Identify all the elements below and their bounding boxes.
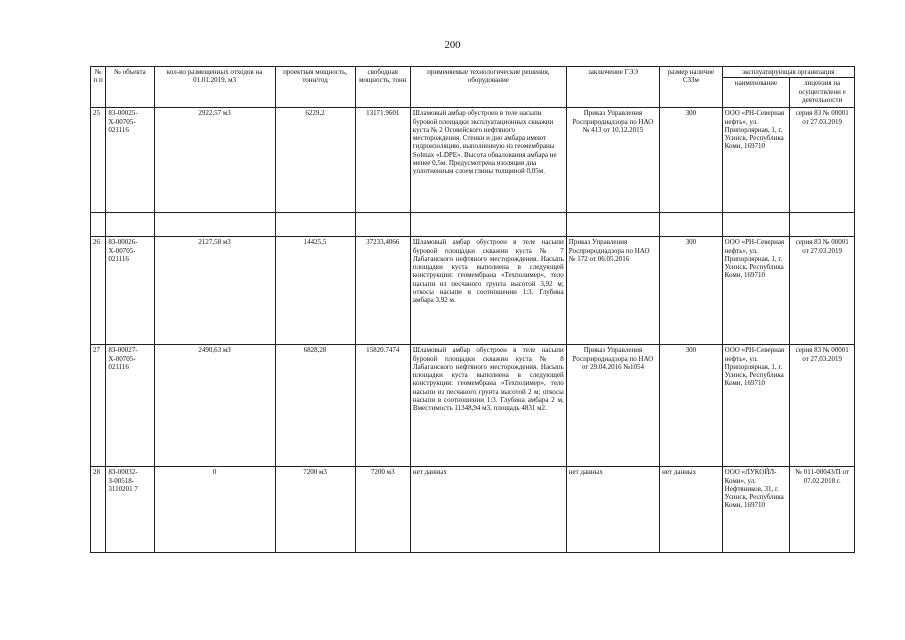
cell-gee: Приказ Управления Росприроднадзора по НАО № 172 от 06.05.2016	[566, 237, 659, 345]
cell-szz: 300	[660, 108, 723, 213]
header-sanitary-zone: размер наличие СЗЗм	[660, 67, 723, 108]
cell-operator: ООО «РН-Северная нефть», ул. Припорлярная, 1, г. Усинск, Республика Коми, 169710	[722, 237, 790, 345]
cell-design: 7200 м3	[275, 467, 355, 553]
cell-free: 15820.7474	[355, 345, 410, 467]
cell-technology: Шламовый амбар обустроен в теле насыпи буровой площадки скважин куста № 7 Лабаганского нефтяного месторождения. Насыпь площадки куста выполнена в следующей конструкции: геомембрана «Техполимер», тело насыпи из песчаного грунта высотой 3,92 м; откосы насыпи в соотношении 1:3. Глубина амбара 3,92 м.	[410, 237, 566, 345]
cell-waste: 2490,63 м3	[154, 345, 275, 467]
header-design-capacity: проектная мощность, тонн/год	[275, 67, 355, 108]
cell-num: 25	[91, 108, 106, 213]
cell-waste: 2922,57 м3	[154, 108, 275, 213]
cell-free: 7200 м3	[355, 467, 410, 553]
header-num: № п п	[91, 67, 106, 108]
cell-license: серия 83 № 00001 от 27.03.2019	[790, 345, 855, 467]
cell-free: 37233,4066	[355, 237, 410, 345]
cell-szz: 300	[660, 345, 723, 467]
cell-gee: нет данных	[566, 467, 659, 553]
cell-operator: ООО «РН-Северная нефть», ул. Припорлярная, 1, г. Усинск, Республика Коми, 169710	[722, 108, 790, 213]
cell-object: 83-00032-З-00518-3110201 7	[106, 467, 154, 553]
cell-design: 6828,28	[275, 345, 355, 467]
cell-license: № 011-00043/П от 07.02.2018 г.	[790, 467, 855, 553]
header-technology: применяемые технологические решения, оборудование	[410, 67, 566, 108]
header-waste-amount: кол-во размещенных отходов на 01.01.2019, м3	[154, 67, 275, 108]
cell-waste: 2127,58 м3	[154, 237, 275, 345]
cell-object: 83-00027-Х-00705-021116	[106, 345, 154, 467]
cell-num: 26	[91, 237, 106, 345]
cell-license: серия 83 № 00001 от 27.03.2019	[790, 108, 855, 213]
header-free-capacity: свободная мощность, тонн	[355, 67, 410, 108]
cell-design: 6229,2	[275, 108, 355, 213]
cell-license: серия 83 № 00001 от 27.03.2019	[790, 237, 855, 345]
table-row	[91, 467, 855, 553]
cell-technology: Шламовый амбар обустроен в теле насыпи буровой площадки эксплуатационных скважин куста № 2 Осовейского нефтяного месторождения. Стенки и дно амбара имеют гидроизоляцию, выполненную из геомембраны Solmax «LDPE». Высота обвалования амбара не менее 0,5м. Предусмотрена изоляция дна уплотненным слоем глины толщиной 0,05м.	[410, 108, 566, 213]
cell-object: 83-00026-Х-00705-021116	[106, 237, 154, 345]
cell-waste: 0	[154, 467, 275, 553]
page-number: 200	[444, 40, 461, 51]
cell-free: 13171.9601	[355, 108, 410, 213]
cell-num: 28	[91, 467, 106, 553]
cell-object: 83-00025-Х-00705-021116	[106, 108, 154, 213]
table-row	[91, 345, 855, 467]
cell-num: 27	[91, 345, 106, 467]
cell-design: 14425,5	[275, 237, 355, 345]
cell-operator: ООО «ЛУКОЙЛ-Коми», ул. Нефтяников, 31, г. Усинск, Республика Коми, 169710	[722, 467, 790, 553]
cell-technology: Шламовый амбар обустроен в теле насыпи буровой площадки скважин куста № 8 Лабаганского нефтяного месторождения. Насыпь площадки куста выполнена в следующей конструкции: геомембрана «Техполимер», тело насыпи из песчаного грунта высотой 2 м; откосы насыпи в соотношении 1:3. Глубина амбара 2 м, Вместимость 11348,94 м3, площадь 4831 м2.	[410, 345, 566, 467]
cell-szz: 300	[660, 237, 723, 345]
table-row	[91, 237, 855, 345]
header-gee-conclusion: заключение ГЭЭ	[566, 67, 659, 108]
cell-operator: ООО «РН-Северная нефть», ул. Припорлярная, 1, г. Усинск, Республика Коми, 169710	[722, 345, 790, 467]
header-object-num: № объекта	[106, 67, 154, 108]
header-operator-group: эксплуатирующая организация	[722, 67, 854, 78]
waste-facilities-table	[90, 66, 855, 553]
cell-gee: Приказ Управления Росприроднадзора по НАО № 413 от 10.12.2015	[566, 108, 659, 213]
cell-szz: нет данных	[660, 467, 723, 553]
table-row	[91, 108, 855, 213]
header-operator-name: наименование	[722, 78, 790, 108]
header-license: лицензия на осуществлени е деятельности	[790, 78, 855, 108]
cell-gee: Приказ Управления Росприроднадзора по НАО от 29.04.2016 №1054	[566, 345, 659, 467]
cell-technology: нет данных	[410, 467, 566, 553]
